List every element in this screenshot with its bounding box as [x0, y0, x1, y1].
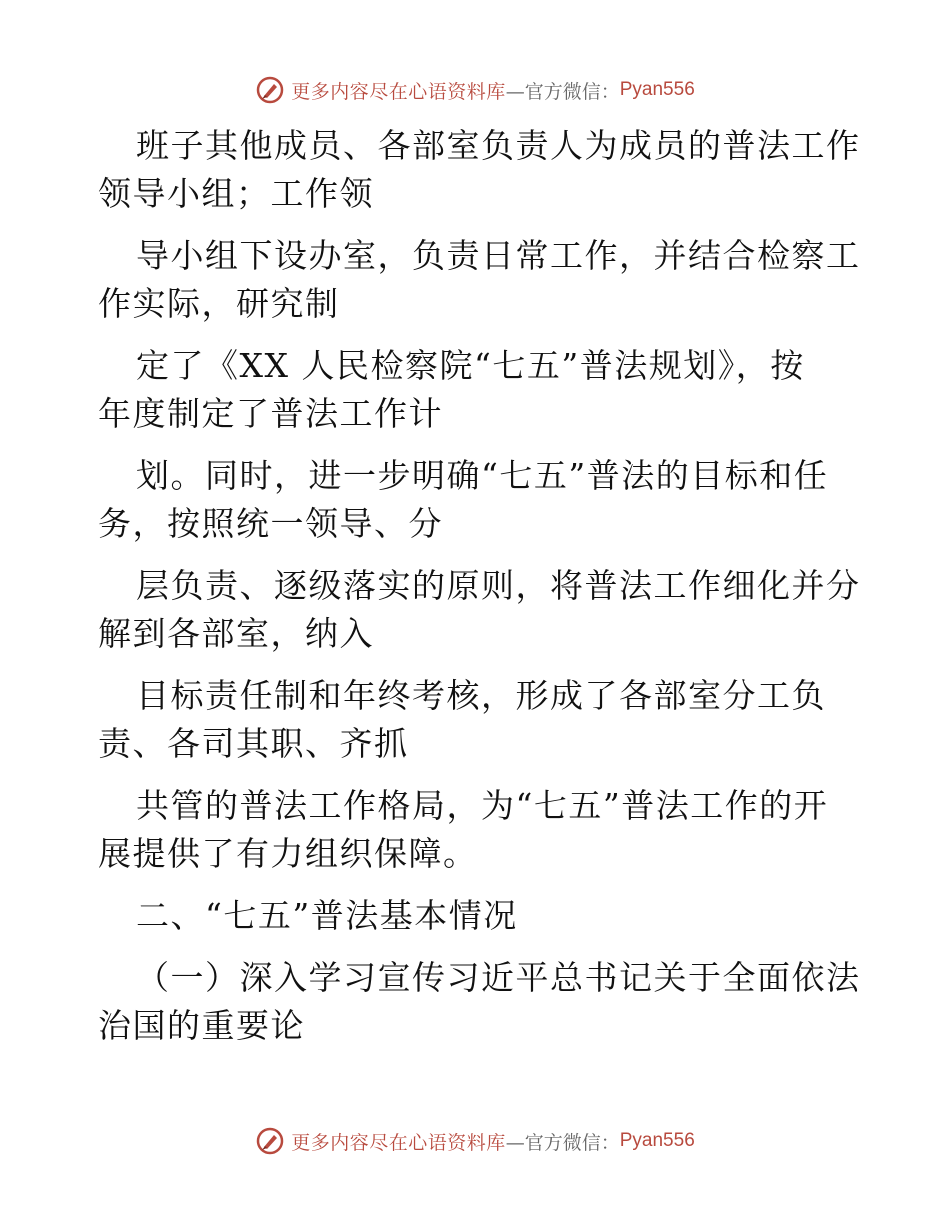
body-line: 治国的重要论	[98, 1006, 305, 1045]
body-line: 划。同时，进一步明确“七五”普法的目标和任	[136, 456, 829, 495]
watermark-separator: —官方微信：	[505, 80, 620, 103]
body-line: 务，按照统一领导、分	[98, 504, 443, 543]
body-line: 解到各部室，纳入	[98, 614, 374, 653]
section-heading: 二、“七五”普法基本情况	[136, 896, 518, 935]
watermark-account: Pyan556	[619, 79, 695, 100]
header-watermark	[0, 70, 950, 110]
body-line: 定了《XX 人民检察院“七五”普法规划》，按	[136, 346, 805, 385]
watermark-text: 更多内容尽在心语资料库	[291, 1131, 506, 1154]
body-line: 共管的普法工作格局，为“七五”普法工作的开	[136, 786, 829, 825]
document-body	[98, 122, 861, 1050]
pen-nib-circle-icon	[255, 1126, 285, 1156]
body-line: 作实际，研究制	[98, 284, 340, 323]
body-line: （一）深入学习宣传习近平总书记关于全面依法	[136, 958, 861, 997]
watermark-text: 更多内容尽在心语资料库	[291, 80, 506, 103]
body-line: 年度制定了普法工作计	[98, 394, 443, 433]
footer-watermark	[0, 1121, 950, 1161]
body-line: 导小组下设办室，负责日常工作，并结合检察工	[136, 236, 861, 275]
body-line: 层负责、逐级落实的原则，将普法工作细化并分	[136, 566, 861, 605]
body-line: 班子其他成员、各部室负责人为成员的普法工作	[136, 126, 861, 165]
body-line: 领导小组；工作领	[98, 174, 374, 213]
watermark-separator: —官方微信：	[505, 1131, 620, 1154]
watermark-account: Pyan556	[619, 1130, 695, 1151]
body-line: 目标责任制和年终考核，形成了各部室分工负	[136, 676, 826, 715]
body-line: 责、各司其职、齐抓	[98, 724, 409, 763]
pen-nib-circle-icon	[255, 75, 285, 105]
body-line: 展提供了有力组织保障。	[98, 834, 478, 873]
